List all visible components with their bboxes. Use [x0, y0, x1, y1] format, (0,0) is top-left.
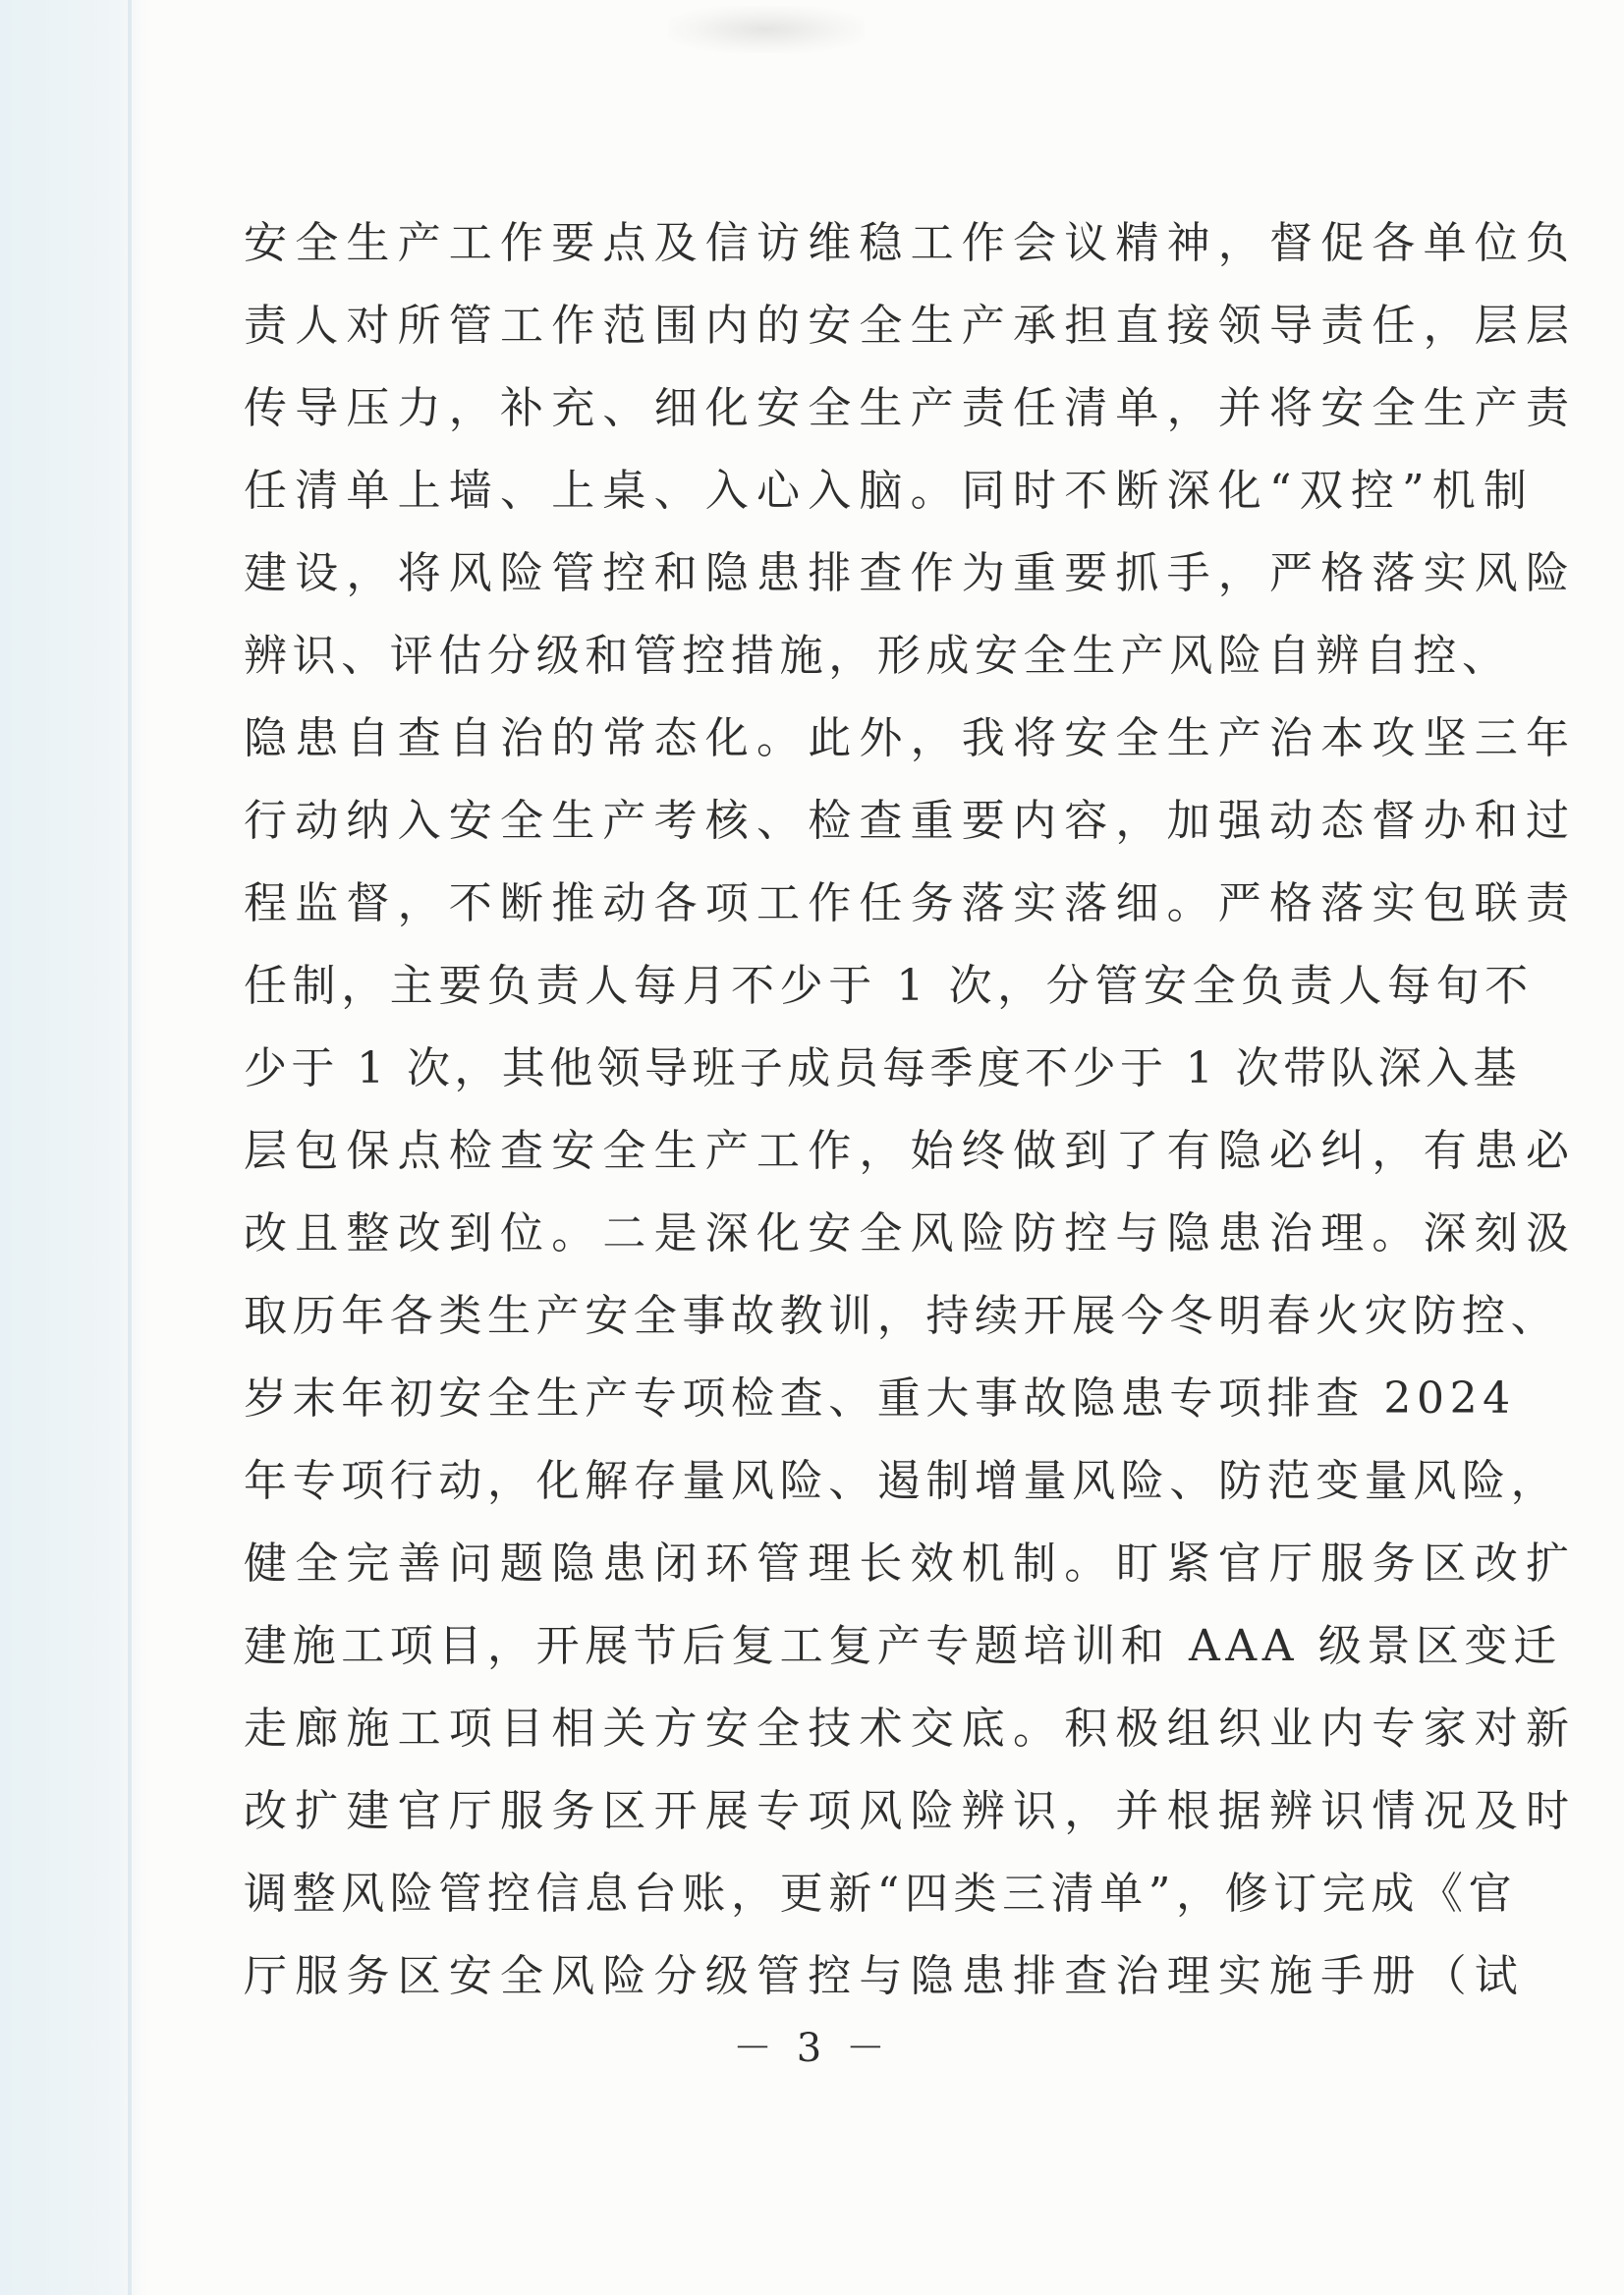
text-line: 传导压力，补充、细化安全生产责任清单，并将安全生产责: [244, 383, 1578, 433]
scan-edge-shadow: [0, 0, 147, 2295]
text-line: 改扩建官厅服务区开展专项风险辨识，并根据辨识情况及时: [244, 1786, 1578, 1836]
text-line: 走廊施工项目相关方安全技术交底。积极组织业内专家对新: [244, 1704, 1578, 1754]
text-line: 安全生产工作要点及信访维稳工作会议精神，督促各单位负: [244, 218, 1578, 268]
text-line: 调整风险管控信息台账，更新“四类三清单”，修订完成《官: [244, 1869, 1518, 1919]
text-line: 取历年各类生产安全事故教训，持续开展今冬明春火灾防控、: [244, 1291, 1560, 1341]
text-line: 岁末年初安全生产专项检查、重大事故隐患专项排查 2024: [244, 1373, 1516, 1424]
scan-edge-line: [128, 0, 132, 2295]
text-line: 建设，将风险管控和隐患排查作为重要抓手，严格落实风险: [244, 548, 1578, 598]
text-line: 层包保点检查安全生产工作，始终做到了有隐必纠，有患必: [244, 1126, 1578, 1176]
text-line: 少于 1 次，其他领导班子成员每季度不少于 1 次带队深入基: [244, 1043, 1521, 1093]
text-line: 行动纳入安全生产考核、检查重要内容，加强动态督办和过: [244, 796, 1578, 846]
bleed-through-mark: [668, 6, 865, 53]
text-line: 程监督，不断推动各项工作任务落实落细。严格落实包联责: [244, 878, 1578, 928]
text-line: 辨识、评估分级和管控措施，形成安全生产风险自辨自控、: [244, 631, 1511, 681]
text-line: 年专项行动，化解存量风险、遏制增量风险、防范变量风险，: [244, 1456, 1560, 1506]
text-line: 隐患自查自治的常态化。此外，我将安全生产治本攻坚三年: [244, 713, 1578, 763]
text-line: 厅服务区安全风险分级管控与隐患排查治理实施手册（试: [244, 1951, 1526, 2001]
text-line: 健全完善问题隐患闭环管理长效机制。盯紧官厅服务区改扩: [244, 1539, 1578, 1589]
text-line: 任制，主要负责人每月不少于 1 次，分管安全负责人每旬不: [244, 961, 1534, 1011]
page-number: － 3 －: [733, 2026, 891, 2071]
text-line: 任清单上墙、上桌、入心入脑。同时不断深化“双控”机制: [244, 466, 1536, 516]
body-text: [244, 202, 1578, 2018]
text-line: 建施工项目，开展节后复工复产专题培训和 AAA 级景区变迁: [244, 1621, 1562, 1671]
text-line: 责人对所管工作范围内的安全生产承担直接领导责任，层层: [244, 301, 1578, 351]
text-line: 改且整改到位。二是深化安全风险防控与隐患治理。深刻汲: [244, 1208, 1578, 1259]
